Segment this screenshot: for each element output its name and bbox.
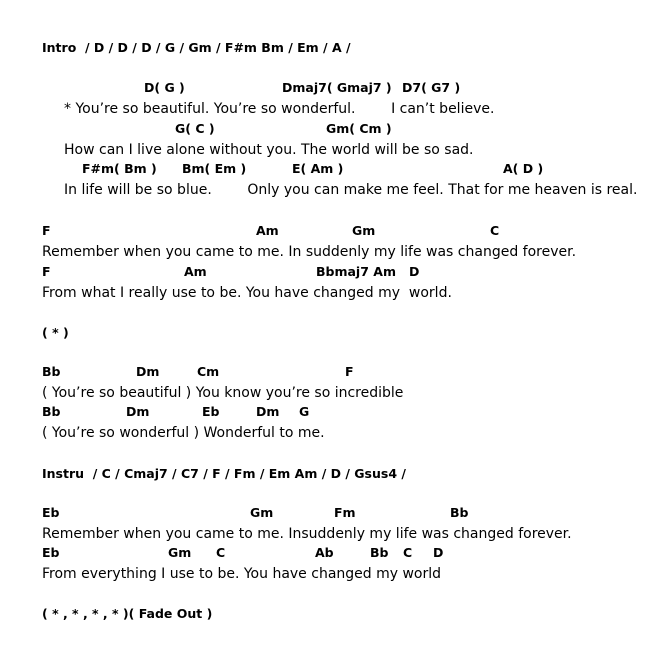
chord: A( D ) bbox=[503, 161, 544, 176]
chord: F bbox=[42, 264, 51, 279]
chord: Am bbox=[256, 223, 279, 238]
chord: Bb bbox=[450, 505, 469, 520]
lyric-line: From everything I use to be. You have changed my world bbox=[42, 566, 442, 582]
lyric-line: From what I really use to be. You have changed my world. bbox=[42, 285, 452, 301]
chord: Eb bbox=[42, 545, 60, 560]
chord: Cm bbox=[197, 364, 220, 379]
chord: Bb bbox=[370, 545, 389, 560]
chord: C bbox=[403, 545, 413, 560]
ending-line: ( * , * , * , * )( Fade Out ) bbox=[42, 606, 213, 621]
chord: Fm bbox=[334, 505, 356, 520]
lyric-line: ( You’re so beautiful ) You know you’re so incredible bbox=[42, 385, 404, 401]
chord: D7( G7 ) bbox=[402, 80, 461, 95]
lyric-line: ( You’re so wonderful ) Wonderful to me. bbox=[42, 425, 325, 441]
chord: Gm bbox=[250, 505, 274, 520]
chord: D( G ) bbox=[144, 80, 185, 95]
lyric-line: In life will be so blue. Only you can make me feel. That for me heaven is real. bbox=[64, 182, 638, 198]
chord: F bbox=[345, 364, 354, 379]
chord: C bbox=[490, 223, 500, 238]
chord: D bbox=[409, 264, 420, 279]
chord: Eb bbox=[42, 505, 60, 520]
intro-line: Intro / D / D / D / G / Gm / F#m Bm / Em / A / bbox=[42, 40, 351, 55]
chord: Am bbox=[184, 264, 207, 279]
chord: Gm( Cm ) bbox=[326, 121, 392, 136]
lyric-line: How can I live alone without you. The world will be so sad. bbox=[64, 142, 474, 158]
chord: Bb bbox=[42, 364, 61, 379]
chord: Bm( Em ) bbox=[182, 161, 247, 176]
chord: Dm bbox=[136, 364, 160, 379]
chord: Dm bbox=[256, 404, 280, 419]
lyric-line: Remember when you came to me. In suddenly my life was changed forever. bbox=[42, 244, 577, 260]
chord: Gm bbox=[168, 545, 192, 560]
chorus-marker: ( * ) bbox=[42, 325, 69, 340]
chord: Eb bbox=[202, 404, 220, 419]
chord: Dmaj7( Gmaj7 ) bbox=[282, 80, 392, 95]
chord: G bbox=[299, 404, 310, 419]
chord: E( Am ) bbox=[292, 161, 344, 176]
chord: Gm bbox=[352, 223, 376, 238]
chord: F#m( Bm ) bbox=[82, 161, 157, 176]
chord: G( C ) bbox=[175, 121, 215, 136]
chord: Dm bbox=[126, 404, 150, 419]
chord: Ab bbox=[315, 545, 334, 560]
instrumental-line: Instru / C / Cmaj7 / C7 / F / Fm / Em Am / D / Gsus4 / bbox=[42, 466, 406, 481]
lyric-line: Remember when you came to me. Insuddenly my life was changed forever. bbox=[42, 526, 572, 542]
chord: D bbox=[433, 545, 444, 560]
chord: Bbmaj7 Am bbox=[316, 264, 396, 279]
chord: Bb bbox=[42, 404, 61, 419]
chord: C bbox=[216, 545, 226, 560]
lyric-line: * You’re so beautiful. You’re so wonderful. I can’t believe. bbox=[64, 101, 495, 117]
chord: F bbox=[42, 223, 51, 238]
